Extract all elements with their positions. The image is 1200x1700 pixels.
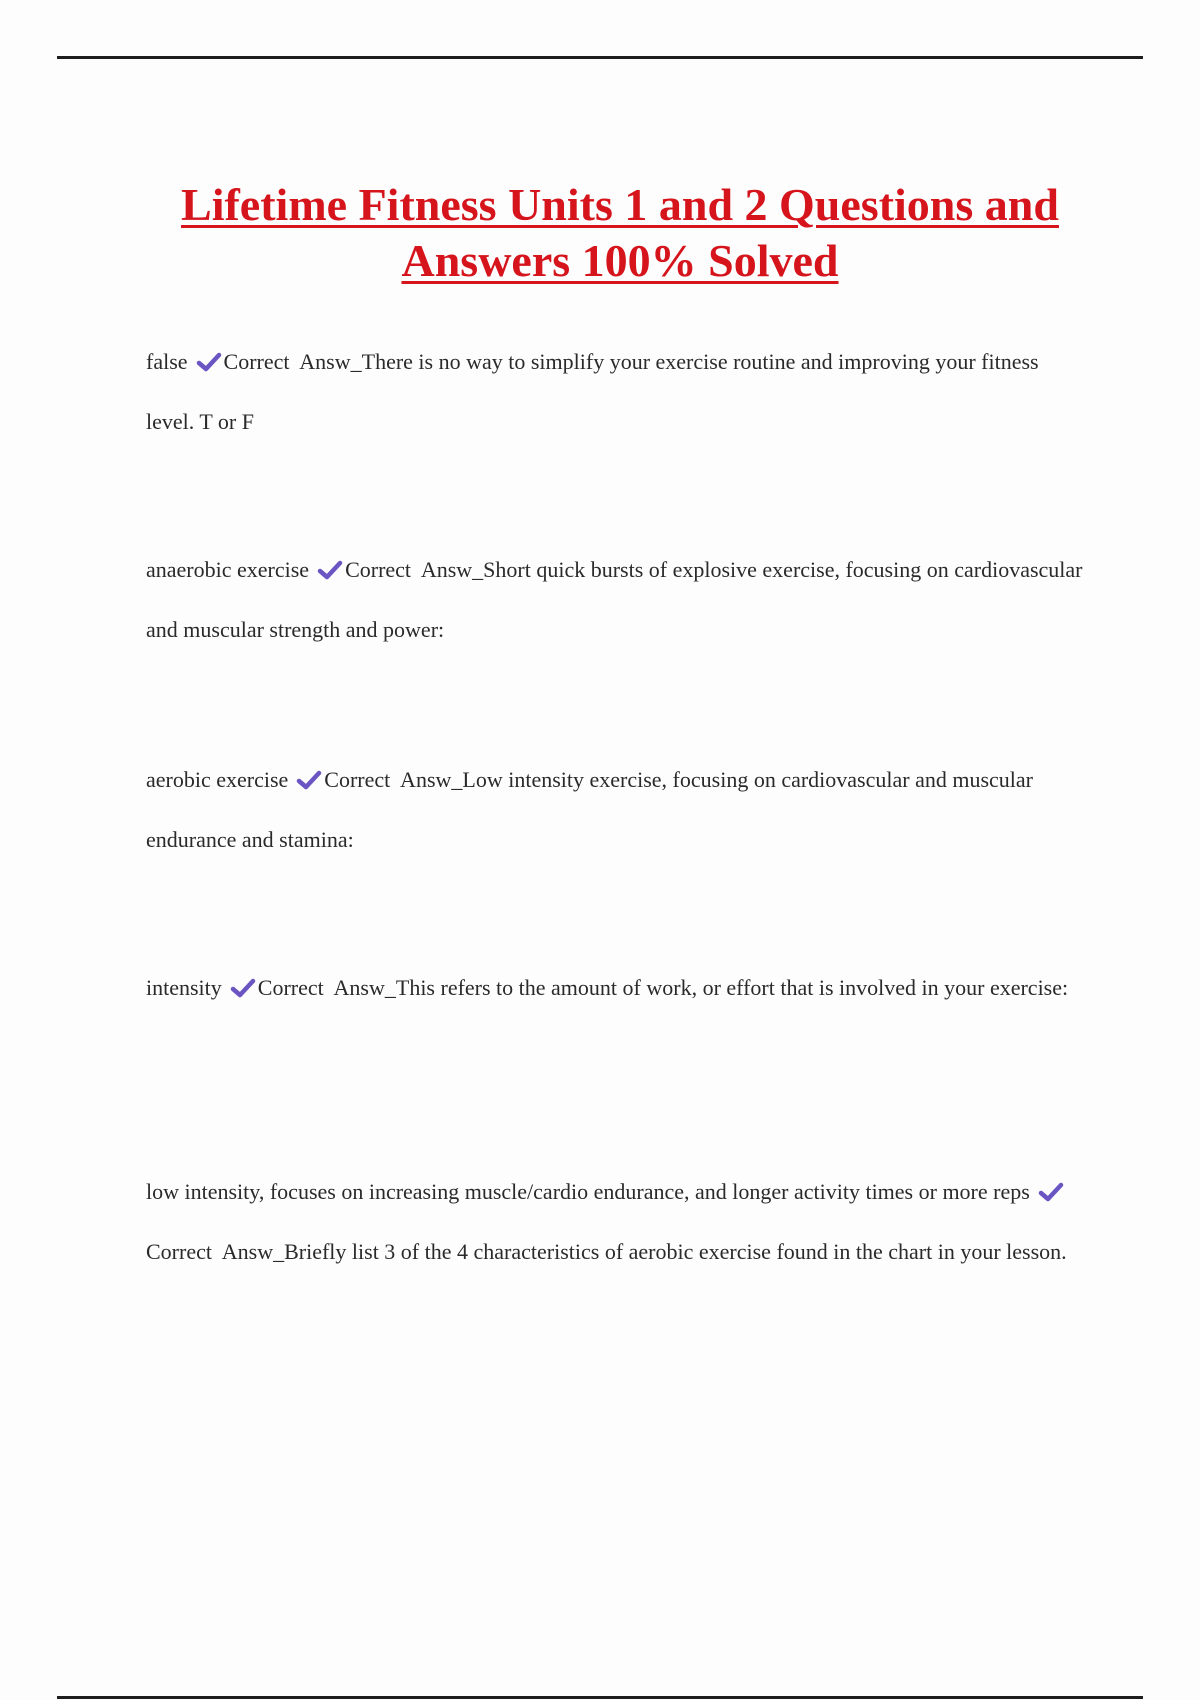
entry-marker: Correct Answ_ — [257, 975, 396, 1000]
check-icon — [1038, 1182, 1064, 1202]
entry-term: low intensity, focuses on increasing muscle/cardio endurance, and longer activity times or more reps — [146, 1179, 1030, 1204]
document-title: Lifetime Fitness Units 1 and 2 Questions and Answers 100% Solved — [181, 178, 1059, 286]
entry-definition: Short quick bursts of explosive exercise, focusing on cardiovascular and muscular strength and power: — [146, 557, 1083, 642]
top-rule — [57, 56, 1143, 59]
entry-marker: Correct Answ_ — [223, 349, 362, 374]
check-icon — [196, 352, 222, 372]
entry-marker: Correct Answ_ — [324, 767, 463, 792]
check-icon — [230, 978, 256, 998]
entry-definition: There is no way to simplify your exercise routine and improving your fitness level. T or F — [146, 349, 1039, 434]
qa-entry — [146, 750, 1086, 870]
entry-term: anaerobic exercise — [146, 557, 310, 582]
entry-definition: Briefly list 3 of the 4 characteristics of aerobic exercise found in the chart in your lesson. — [284, 1239, 1067, 1264]
entry-marker: Correct Answ_ — [345, 557, 484, 582]
check-icon — [296, 770, 322, 790]
qa-entry — [146, 540, 1086, 660]
qa-entry — [146, 958, 1086, 1018]
check-icon — [317, 560, 343, 580]
qa-entry — [146, 1162, 1086, 1282]
entry-marker: Correct Answ_ — [146, 1239, 285, 1264]
entry-term: false — [146, 349, 188, 374]
entry-definition: This refers to the amount of work, or effort that is involved in your exercise: — [395, 975, 1069, 1000]
entry-term: intensity — [146, 975, 222, 1000]
entry-definition: Low intensity exercise, focusing on cardiovascular and muscular endurance and stamina: — [146, 767, 1033, 852]
entry-term: aerobic exercise — [146, 767, 289, 792]
bottom-rule — [57, 1696, 1143, 1699]
qa-entry — [146, 332, 1086, 452]
